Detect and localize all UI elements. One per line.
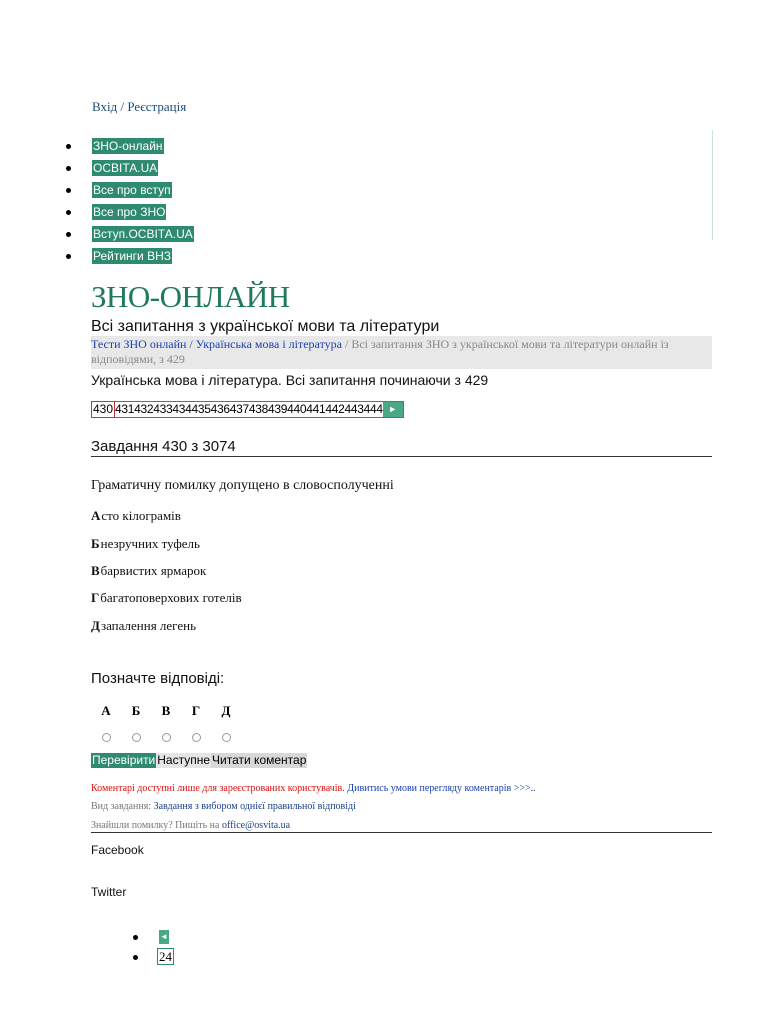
bullet bbox=[66, 232, 71, 237]
bullet bbox=[66, 210, 71, 215]
answer-radio-h[interactable] bbox=[181, 733, 211, 742]
comments-restricted-text: Коментарі доступні лише для зареєстрованих користувачів. bbox=[91, 783, 345, 794]
answer-letter: Д bbox=[221, 703, 231, 718]
bullet bbox=[66, 188, 71, 193]
next-button[interactable]: Наступне bbox=[157, 753, 211, 767]
answer-heading: Позначте відповіді: bbox=[91, 670, 225, 687]
bottom-pager-page[interactable]: 24 bbox=[159, 949, 172, 964]
task-type-link[interactable]: Завдання з вибором однієї правильної відповіді bbox=[153, 801, 356, 812]
option-h bbox=[91, 590, 242, 606]
comments-tail: . bbox=[533, 783, 536, 794]
radio-circle[interactable] bbox=[222, 733, 231, 742]
nav-link-about-zno[interactable]: Все про ЗНО bbox=[93, 205, 166, 219]
read-comments-button[interactable]: Читати коментар bbox=[212, 753, 307, 767]
nav-link-admission[interactable]: Все про вступ bbox=[93, 183, 171, 197]
action-buttons bbox=[91, 753, 307, 768]
page-subtitle: Всі запитання з української мови та літератури bbox=[91, 318, 440, 335]
option-v bbox=[91, 563, 206, 579]
answer-radios bbox=[91, 733, 241, 742]
task-type bbox=[91, 801, 356, 812]
error-email-link[interactable]: office@osvita.ua bbox=[221, 820, 291, 831]
register-link[interactable]: Реєстрація bbox=[127, 99, 187, 114]
nav-link-vstup[interactable]: Вступ.ОСВІТА.UA bbox=[93, 227, 193, 241]
question-pager bbox=[91, 401, 404, 418]
check-button[interactable]: Перевірити bbox=[92, 753, 156, 767]
error-report bbox=[91, 820, 712, 833]
answer-radio-v[interactable] bbox=[151, 733, 181, 742]
option-b bbox=[91, 536, 200, 552]
option-text: сто кілограмів bbox=[101, 508, 181, 523]
radio-circle[interactable] bbox=[162, 733, 171, 742]
option-letter: Б bbox=[91, 536, 100, 551]
auth-separator: / bbox=[120, 99, 125, 114]
breadcrumb-separator: / bbox=[341, 337, 352, 351]
play-right-icon[interactable]: ► bbox=[383, 402, 403, 417]
breadcrumb-subject[interactable]: Українська мова і література bbox=[195, 337, 342, 351]
nav-link-ratings[interactable]: Рейтинги ВНЗ bbox=[93, 249, 172, 263]
breadcrumb bbox=[91, 336, 712, 369]
nav-link-osvita[interactable]: ОСВІТА.UA bbox=[93, 161, 158, 175]
play-left-icon[interactable]: ◄ bbox=[159, 930, 169, 944]
question-text: Граматичну помилку допущено в словосполученні bbox=[91, 478, 394, 493]
option-letter: В bbox=[91, 563, 100, 578]
radio-circle[interactable] bbox=[102, 733, 111, 742]
nav-link-zno-online[interactable]: ЗНО-онлайн bbox=[93, 139, 163, 153]
bullet bbox=[133, 955, 138, 960]
breadcrumb-home[interactable]: Тести ЗНО онлайн bbox=[91, 337, 187, 351]
option-text: незручних туфель bbox=[100, 536, 200, 551]
task-type-label: Вид завдання: bbox=[91, 801, 154, 812]
intro-text: Українська мова і література. Всі запитання починаючи з 429 bbox=[91, 372, 489, 388]
task-heading: Завдання 430 з 3074 bbox=[91, 438, 712, 457]
option-text: багатоповерхових готелів bbox=[100, 590, 242, 605]
radio-circle[interactable] bbox=[132, 733, 141, 742]
breadcrumb-separator: / bbox=[186, 337, 196, 351]
option-letter: Г bbox=[91, 590, 100, 605]
answer-letter: А bbox=[101, 703, 111, 718]
login-link[interactable]: Вхід bbox=[92, 99, 118, 114]
answer-letter: Б bbox=[131, 703, 141, 718]
site-title[interactable]: ЗНО-ОНЛАЙН bbox=[91, 279, 290, 314]
answer-letters bbox=[91, 703, 241, 719]
answer-letter: В bbox=[161, 703, 171, 718]
bullet bbox=[133, 935, 138, 940]
bullet bbox=[66, 166, 71, 171]
option-text: барвистих ярмарок bbox=[100, 563, 207, 578]
auth-links bbox=[92, 99, 186, 115]
pager-pages[interactable]: 431432433434435436437438439440441442443444 bbox=[115, 402, 383, 416]
breadcrumb-current: Всі запитання ЗНО з української мови та літератури онлайн із відповідями, з 429 bbox=[91, 337, 669, 366]
option-a bbox=[91, 508, 181, 524]
option-letter: А bbox=[91, 508, 101, 523]
option-text: запалення легень bbox=[100, 618, 197, 633]
bullet bbox=[66, 144, 71, 149]
bullet bbox=[66, 254, 71, 259]
comments-note bbox=[91, 783, 536, 794]
twitter-link[interactable]: Twitter bbox=[91, 885, 127, 899]
answer-radio-b[interactable] bbox=[121, 733, 151, 742]
option-letter: Д bbox=[91, 618, 100, 633]
nav-divider bbox=[712, 130, 713, 240]
answer-letter: Г bbox=[191, 703, 201, 718]
option-d bbox=[91, 618, 196, 634]
answer-radio-d[interactable] bbox=[211, 733, 241, 742]
radio-circle[interactable] bbox=[192, 733, 201, 742]
comments-terms-link[interactable]: Дивитись умови перегляду коментарів >>>. bbox=[347, 783, 534, 794]
pager-current-page: 430 bbox=[93, 402, 114, 416]
answer-radio-a[interactable] bbox=[91, 733, 121, 742]
error-report-label: Знайшли помилку? Пишіть на bbox=[91, 820, 222, 831]
facebook-link[interactable]: Facebook bbox=[91, 843, 144, 857]
